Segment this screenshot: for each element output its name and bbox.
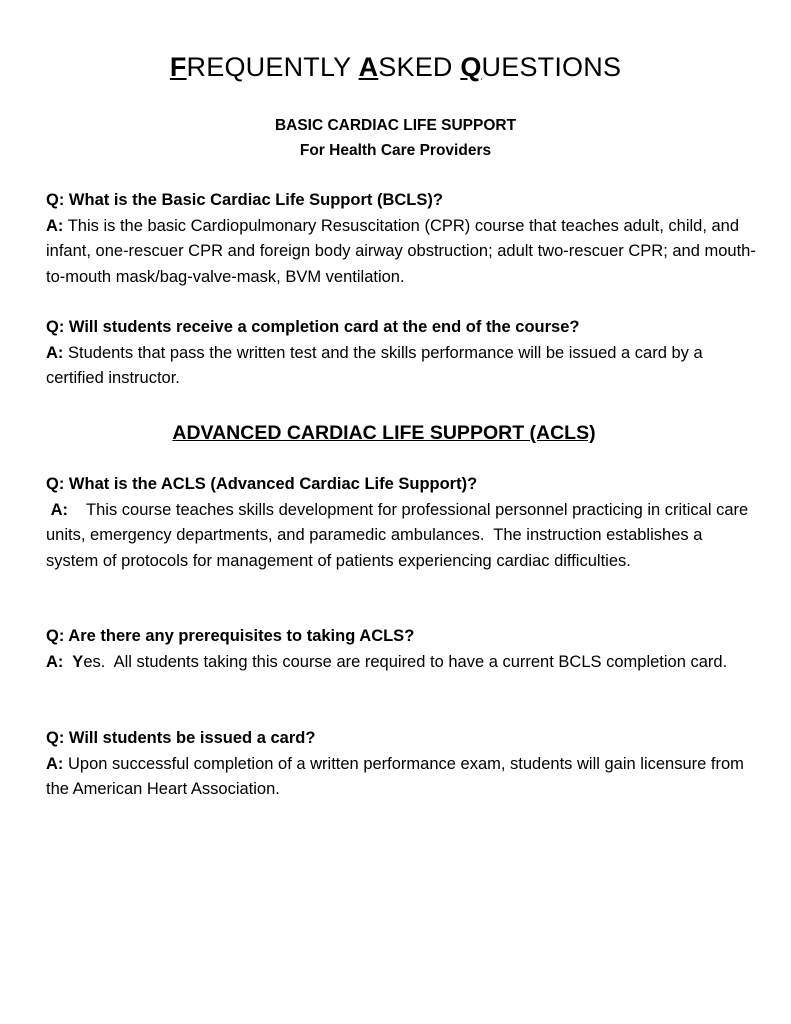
question: Q: Are there any prerequisites to taking ACLS? bbox=[46, 627, 415, 645]
title-initial-f: F bbox=[169, 52, 187, 82]
title-initial-q: Q bbox=[460, 52, 482, 82]
answer bbox=[46, 341, 756, 392]
answer-text: This is the basic Cardiopulmonary Resuscitation (CPR) course that teaches adult, child, and infant, one-rescuer CPR and foreign body airway obstruction; adult two-rescuer CPR; and mouth-to-mouth mask/bag-valve-mask, BVM ventilation. bbox=[46, 216, 756, 286]
faq-item-acls-card bbox=[46, 726, 756, 803]
question: Q: Will students be issued a card? bbox=[46, 729, 316, 747]
bcls-header-line1: BASIC CARDIAC LIFE SUPPORT bbox=[274, 117, 517, 134]
faq-item-acls-definition bbox=[46, 472, 756, 574]
answer-label: A: bbox=[46, 754, 64, 773]
answer-label: A: bbox=[46, 216, 64, 235]
bcls-header-line2: For Health Care Providers bbox=[299, 142, 492, 159]
answer-text: es. All students taking this course are required to have a current BCLS completion card. bbox=[83, 652, 728, 671]
question: Q: What is the Basic Cardiac Life Support (BCLS)? bbox=[46, 191, 443, 209]
answer-label: A: bbox=[46, 652, 64, 671]
answer-label: A: bbox=[46, 343, 64, 362]
title-initial-a: A bbox=[358, 52, 379, 82]
answer bbox=[46, 214, 756, 291]
answer bbox=[46, 752, 756, 803]
answer-initial: Y bbox=[63, 652, 84, 671]
page-title bbox=[0, 49, 791, 85]
answer bbox=[46, 498, 756, 575]
title-text-f: REQUENTLY bbox=[186, 52, 359, 82]
answer-text: Students that pass the written test and the skills performance will be issued a card by a certified instructor. bbox=[46, 343, 703, 387]
answer bbox=[46, 650, 756, 676]
answer-label: A: bbox=[46, 500, 69, 519]
faq-item-acls-prerequisites bbox=[46, 624, 756, 675]
answer-text: Upon successful completion of a written performance exam, students will gain licensure from the American Heart Association. bbox=[46, 754, 744, 798]
title-text-q: UESTIONS bbox=[481, 52, 622, 82]
answer-text: This course teaches skills development for professional personnel practicing in critical care units, emergency departments, and paramedic ambulances. The instruction establishes a system of protocols for management of patients experiencing cardiac difficulties. bbox=[46, 500, 753, 570]
question: Q: What is the ACLS (Advanced Cardiac Life Support)? bbox=[46, 475, 478, 493]
title-text-a: SKED bbox=[378, 52, 461, 82]
question: Q: Will students receive a completion card at the end of the course? bbox=[46, 318, 580, 336]
faq-item-bcls-definition bbox=[46, 188, 756, 290]
faq-item-bcls-card bbox=[46, 315, 756, 392]
acls-section-heading: ADVANCED CARDIAC LIFE SUPPORT (ACLS) bbox=[172, 422, 596, 444]
